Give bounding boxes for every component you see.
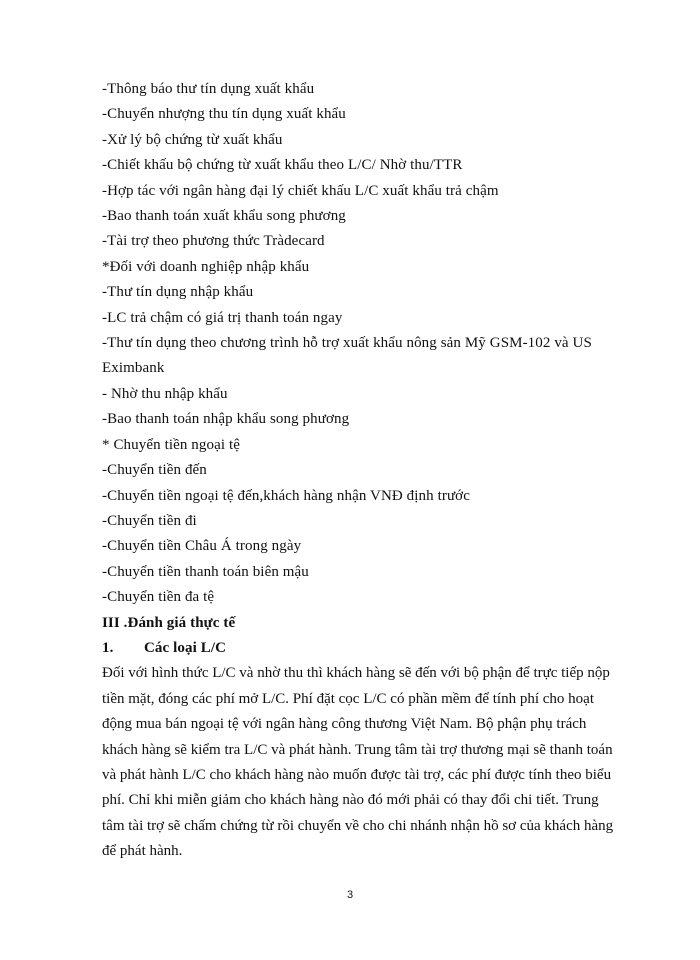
list-item: -Chuyển nhượng thu tín dụng xuất khẩu	[102, 106, 346, 123]
list-item: *Đối với doanh nghiệp nhập khẩu	[102, 258, 310, 275]
list-item: -Thông báo thư tín dụng xuất khẩu	[102, 81, 315, 97]
subsection-number: 1.	[102, 639, 114, 656]
list-item: Eximbank	[102, 360, 165, 377]
body-paragraph	[102, 661, 614, 864]
list-item: -Chuyển tiền ngoại tệ đến,khách hàng nhận VNĐ định trước	[102, 487, 470, 504]
list-item: -Chiết khấu bộ chứng từ xuất khẩu theo L/C/ Nhờ thu/TTR	[102, 157, 463, 174]
service-list	[102, 77, 612, 611]
paragraph-line: Đối với hình thức L/C và nhờ thu thì khách hàng sẽ đến với bộ phận để trực tiếp nộp	[102, 665, 610, 682]
paragraph-line: khách hàng sẽ kiểm tra L/C và phát hành. Trung tâm tài trợ thương mại sẽ thanh toán	[102, 741, 613, 758]
paragraph-line: tâm tài trợ sẽ chấm chứng từ rồi chuyển về cho chi nhánh nhận hồ sơ của khách hàng	[102, 817, 614, 834]
paragraph-line: phí. Chỉ khi miễn giảm cho khách hàng nào đó mới phải có thay đổi chi tiết. Trung	[102, 792, 599, 809]
list-item: -Thư tín dụng theo chương trình hỗ trợ xuất khẩu nông sản Mỹ GSM-102 và US	[102, 335, 592, 352]
paragraph-line: động mua bán ngoại tệ với ngân hàng công thương Việt Nam. Bộ phận phụ trách	[102, 716, 587, 733]
list-item: * Chuyển tiền ngoại tệ	[102, 436, 241, 453]
list-item: -Bao thanh toán nhập khẩu song phương	[102, 411, 350, 428]
list-item: - Nhờ thu nhập khẩu	[102, 385, 228, 402]
section-heading: III .Đánh giá thực tế	[102, 614, 236, 631]
list-item: -Chuyển tiền đa tệ	[102, 589, 215, 606]
list-item: -Thư tín dụng nhập khẩu	[102, 284, 254, 301]
page-content	[102, 77, 612, 865]
paragraph-line: để phát hành.	[102, 843, 183, 860]
subsection-heading	[102, 636, 612, 661]
paragraph-line: tiền mặt, đóng các phí mở L/C. Phí đặt cọc L/C có phần mềm để tính phí cho hoạt	[102, 690, 594, 707]
list-item: -Xử lý bộ chứng từ xuất khẩu	[102, 131, 283, 148]
list-item: -Bao thanh toán xuất khẩu song phương	[102, 208, 346, 225]
list-item: -Tài trợ theo phương thức Tràdecard	[102, 233, 325, 250]
paragraph-line: và phát hành L/C cho khách hàng nào muốn được tài trợ, các phí được tính theo biểu	[102, 766, 612, 783]
list-item: -Chuyển tiền thanh toán biên mậu	[102, 563, 309, 580]
page-number: 3	[346, 889, 354, 901]
list-item: -Chuyển tiền Châu Á trong ngày	[102, 538, 302, 555]
list-item: -Chuyển tiền đi	[102, 512, 197, 529]
list-item: -LC trả chậm có giá trị thanh toán ngay	[102, 309, 343, 326]
list-item: -Chuyển tiền đến	[102, 462, 207, 479]
subsection-title: Các loại L/C	[144, 639, 227, 656]
list-item: -Hợp tác với ngân hàng đại lý chiết khấu L/C xuất khẩu trả chậm	[102, 182, 499, 199]
